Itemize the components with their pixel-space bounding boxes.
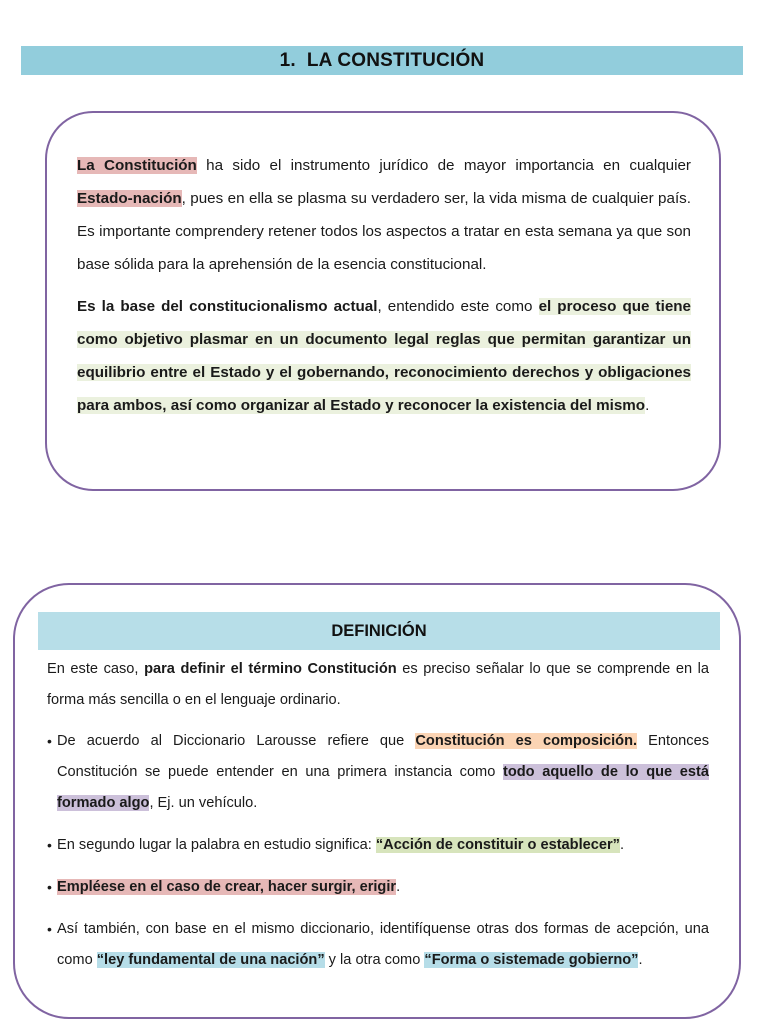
bullet-4-text-c: .	[638, 952, 643, 968]
intro-paragraph-1	[77, 149, 691, 281]
intro-paragraph-2	[77, 290, 691, 422]
bullet-acepciones	[47, 914, 709, 976]
definition-intro-text-a: En este caso,	[47, 661, 145, 677]
highlight-forma-gobierno: “Forma o sistemade gobierno”	[424, 952, 639, 968]
bullet-4-text-a: Así también, con base en el mismo diccionario, identifíquense otras dos formas de acepción, una como	[57, 921, 709, 968]
highlight-ley-fundamental: “ley fundamental de una nación”	[96, 952, 325, 968]
term-estado-nacion: Estado-nación	[77, 190, 182, 207]
definition-constitucionalismo: el proceso que tiene como objetivo plasmar en un documento legal reglas que permitan garantizar un equilibrio entre el Estado y el gobernando, reconocimiento derechos y obligaciones para ambos, así como organizar al Estado y reconocer la existencia del mismo	[77, 298, 691, 414]
section-number: 1.	[279, 49, 296, 71]
section-title-text: LA CONSTITUCIÓN	[306, 49, 485, 71]
highlight-formado-algo: todo aquello de lo que está formado algo	[57, 764, 709, 811]
definition-heading-bar	[38, 612, 720, 650]
definition-heading: DEFINICIÓN	[331, 621, 427, 640]
bullet-3-text-a: .	[396, 879, 401, 895]
bullet-1-text-b: Entonces Constitución se puede entender en una primera instancia como	[57, 733, 710, 780]
intro-box-content	[77, 149, 691, 422]
highlight-empleese: Empléese en el caso de crear, hacer surgir, erigir	[57, 879, 397, 895]
bullet-empleese	[47, 872, 709, 903]
intro-p2-text-b: .	[645, 397, 650, 414]
bullet-4-text-b: y la otra como	[324, 952, 425, 968]
definition-box-content	[47, 654, 709, 987]
bullet-1-text-c: , Ej. un vehículo.	[149, 795, 258, 811]
term-constitucion: La Constitución	[77, 157, 197, 174]
section-title-bar	[21, 46, 743, 75]
intro-p1-text-b: , pues en ella se plasma su verdadero ser, la vida misma de cualquier país. Es importante comprendery retener todos los aspectos a tratar en esta semana ya que son base sólida para la aprehensión de la esencia constitucional.	[77, 190, 691, 273]
bullet-larousse	[47, 726, 709, 819]
bullet-2-text-b: .	[619, 837, 625, 853]
bullet-dot: •	[47, 879, 52, 895]
term-constitucionalismo: Es la base del constitucionalismo actual	[77, 298, 378, 315]
definition-intro-bold: para definir el término Constitución	[144, 661, 397, 677]
bullet-dot: •	[47, 733, 52, 749]
bullet-1-text-a: De acuerdo al Diccionario Larousse refiere que	[57, 733, 416, 749]
intro-p1-text-a: ha sido el instrumento jurídico de mayor importancia en cualquier	[196, 157, 691, 174]
bullet-dot: •	[47, 837, 52, 853]
section-title	[280, 50, 485, 72]
highlight-accion-constituir: “Acción de constituir o establecer”	[375, 837, 620, 853]
intro-p2-text-a: , entendido este como	[377, 298, 539, 315]
bullet-dot: •	[47, 921, 52, 937]
definition-intro-text-b: es preciso señalar lo que se comprende en la forma más sencilla o en el lenguaje ordinario.	[47, 661, 710, 708]
bullet-2-text-a: En segundo lugar la palabra en estudio significa:	[57, 837, 376, 853]
intro-box	[45, 111, 721, 491]
highlight-composicion: Constitución es composición.	[415, 733, 638, 749]
definition-intro	[47, 654, 709, 716]
bullet-segundo-lugar	[47, 830, 709, 861]
definition-box	[13, 583, 741, 1019]
